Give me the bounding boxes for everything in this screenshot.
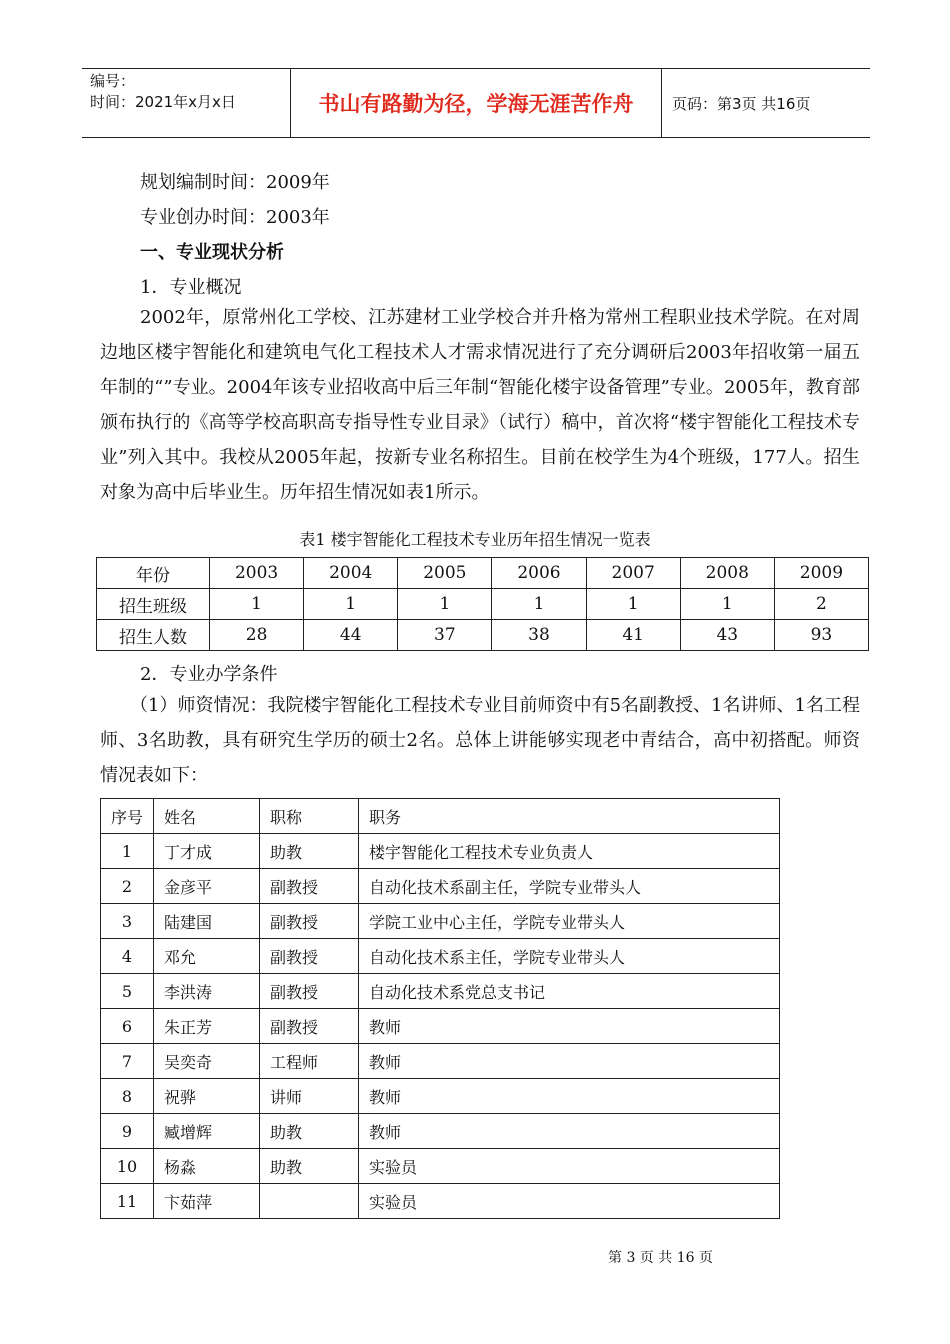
- staff-name: 朱正芳: [154, 1009, 260, 1044]
- staff-title: 工程师: [260, 1044, 359, 1079]
- table-row: [101, 1114, 780, 1149]
- table-row: [101, 1184, 780, 1219]
- table-cell: 1: [304, 589, 398, 620]
- staff-title: 副教授: [260, 904, 359, 939]
- staff-title: [260, 1184, 359, 1219]
- header-cell: 2008: [680, 558, 774, 589]
- table-cell: 1: [680, 589, 774, 620]
- table-cell: 1: [586, 589, 680, 620]
- staff-name: 丁才成: [154, 834, 260, 869]
- staff-name: 邓允: [154, 939, 260, 974]
- header-cell: 2004: [304, 558, 398, 589]
- table-row: [101, 869, 780, 904]
- overview-paragraph: 2002年，原常州化工学校、江苏建材工业学校合并升格为常州工程职业技术学院。在对周边地区楼宇智能化和建筑电气化工程技术人才需求情况进行了充分调研后2003年招收第一届五年制的“”专业。2004年该专业招收高中后三年制“智能化楼宇设备管理”专业。2005年，教育部颁布执行的《高等学校高职高专指导性专业目录》（试行）稿中，首次将“楼宇智能化工程技术专业”列入其中。我校从2005年起，按新专业名称招生。目前在校学生为4个班级，177人。招生对象为高中后毕业生。历年招生情况如表1所示。: [100, 307, 860, 503]
- table-cell: 41: [586, 620, 680, 651]
- row-index: 11: [101, 1184, 154, 1219]
- table-cell: 1: [210, 589, 304, 620]
- table-row: [101, 1009, 780, 1044]
- staff-position: 教师: [359, 1044, 780, 1079]
- plan-time: 规划编制时间：2009年: [140, 172, 330, 193]
- header-cell: 2005: [398, 558, 492, 589]
- row-index: 5: [101, 974, 154, 1009]
- table-cell: 1: [398, 589, 492, 620]
- staff-position: 教师: [359, 1114, 780, 1149]
- table-row: [101, 974, 780, 1009]
- staff-name: 吴奕奇: [154, 1044, 260, 1079]
- row-index: 1: [101, 834, 154, 869]
- staff-position: 自动化技术系主任，学院专业带头人: [359, 939, 780, 974]
- staff-title: 副教授: [260, 939, 359, 974]
- staff-title: 助教: [260, 1114, 359, 1149]
- staff-position: 教师: [359, 1009, 780, 1044]
- row-index: 8: [101, 1079, 154, 1114]
- table-row: [101, 1044, 780, 1079]
- page-header: [82, 68, 870, 138]
- founded-time: 专业创办时间：2003年: [140, 207, 330, 228]
- staff-name: 杨淼: [154, 1149, 260, 1184]
- header-left: [82, 69, 290, 137]
- staff-name: 祝骅: [154, 1079, 260, 1114]
- table-row: [101, 939, 780, 974]
- table-cell: 38: [492, 620, 586, 651]
- row-index: 2: [101, 869, 154, 904]
- staff-position: 自动化技术系副主任，学院专业带头人: [359, 869, 780, 904]
- staff-position: 自动化技术系党总支书记: [359, 974, 780, 1009]
- table-row: [97, 589, 869, 620]
- header-cell: 姓名: [154, 799, 260, 834]
- header-cell: 2007: [586, 558, 680, 589]
- row-index: 6: [101, 1009, 154, 1044]
- table-row: [101, 834, 780, 869]
- staff-position: 实验员: [359, 1149, 780, 1184]
- row-index: 10: [101, 1149, 154, 1184]
- header-cell: 职称: [260, 799, 359, 834]
- staff-title: 助教: [260, 834, 359, 869]
- section-heading: 一、专业现状分析: [140, 242, 284, 263]
- staff-position: 学院工业中心主任，学院专业带头人: [359, 904, 780, 939]
- staff-title: 副教授: [260, 869, 359, 904]
- table-cell: 28: [210, 620, 304, 651]
- row-index: 4: [101, 939, 154, 974]
- header-cell: 年份: [97, 558, 210, 589]
- subsection-overview: 1．专业概况: [140, 277, 242, 298]
- header-cell: 序号: [101, 799, 154, 834]
- row-index: 9: [101, 1114, 154, 1149]
- page-footer: 第 3 页 共 16 页: [608, 1250, 713, 1266]
- header-cell: 2003: [210, 558, 304, 589]
- header-cell: 2006: [492, 558, 586, 589]
- table-caption: 表1 楼宇智能化工程技术专业历年招生情况一览表: [299, 530, 651, 549]
- staff-title: 副教授: [260, 1009, 359, 1044]
- table-cell: 1: [492, 589, 586, 620]
- row-label: 招生班级: [97, 589, 210, 620]
- staff-name: 臧增辉: [154, 1114, 260, 1149]
- staff-paragraph: （1）师资情况：我院楼宇智能化工程技术专业目前师资中有5名副教授、1名讲师、1名工程师、3名助教，具有研究生学历的硕士2名。总体上讲能够实现老中青结合，高中初搭配。师资情况表如下：: [100, 695, 860, 786]
- table-header-row: [101, 799, 780, 834]
- table-cell: 44: [304, 620, 398, 651]
- header-cell: 2009: [774, 558, 868, 589]
- page-info: 页码：第3页 共16页: [672, 94, 811, 113]
- staff-position: 教师: [359, 1079, 780, 1114]
- table-header-row: [97, 558, 869, 589]
- staff-title: 副教授: [260, 974, 359, 1009]
- header-cell: 职务: [359, 799, 780, 834]
- table-row: [101, 904, 780, 939]
- staff-name: 卞茹萍: [154, 1184, 260, 1219]
- motto: 书山有路勤为径，学海无涯苦作舟: [290, 69, 662, 137]
- table-cell: 37: [398, 620, 492, 651]
- date-label: 时间：2021年x月x日: [90, 93, 236, 111]
- table-cell: 2: [774, 589, 868, 620]
- enrollment-table: [96, 557, 869, 651]
- row-index: 7: [101, 1044, 154, 1079]
- staff-position: 楼宇智能化工程技术专业负责人: [359, 834, 780, 869]
- staff-title: 助教: [260, 1149, 359, 1184]
- table-cell: 93: [774, 620, 868, 651]
- table-row: [101, 1149, 780, 1184]
- table-cell: 43: [680, 620, 774, 651]
- subsection-conditions: 2．专业办学条件: [140, 664, 278, 685]
- staff-position: 实验员: [359, 1184, 780, 1219]
- code-label: 编号：: [90, 72, 136, 90]
- staff-name: 李洪涛: [154, 974, 260, 1009]
- staff-title: 讲师: [260, 1079, 359, 1114]
- table-row: [97, 620, 869, 651]
- table-row: [101, 1079, 780, 1114]
- staff-name: 陆建国: [154, 904, 260, 939]
- staff-table: [100, 798, 780, 1219]
- row-label: 招生人数: [97, 620, 210, 651]
- staff-name: 金彦平: [154, 869, 260, 904]
- row-index: 3: [101, 904, 154, 939]
